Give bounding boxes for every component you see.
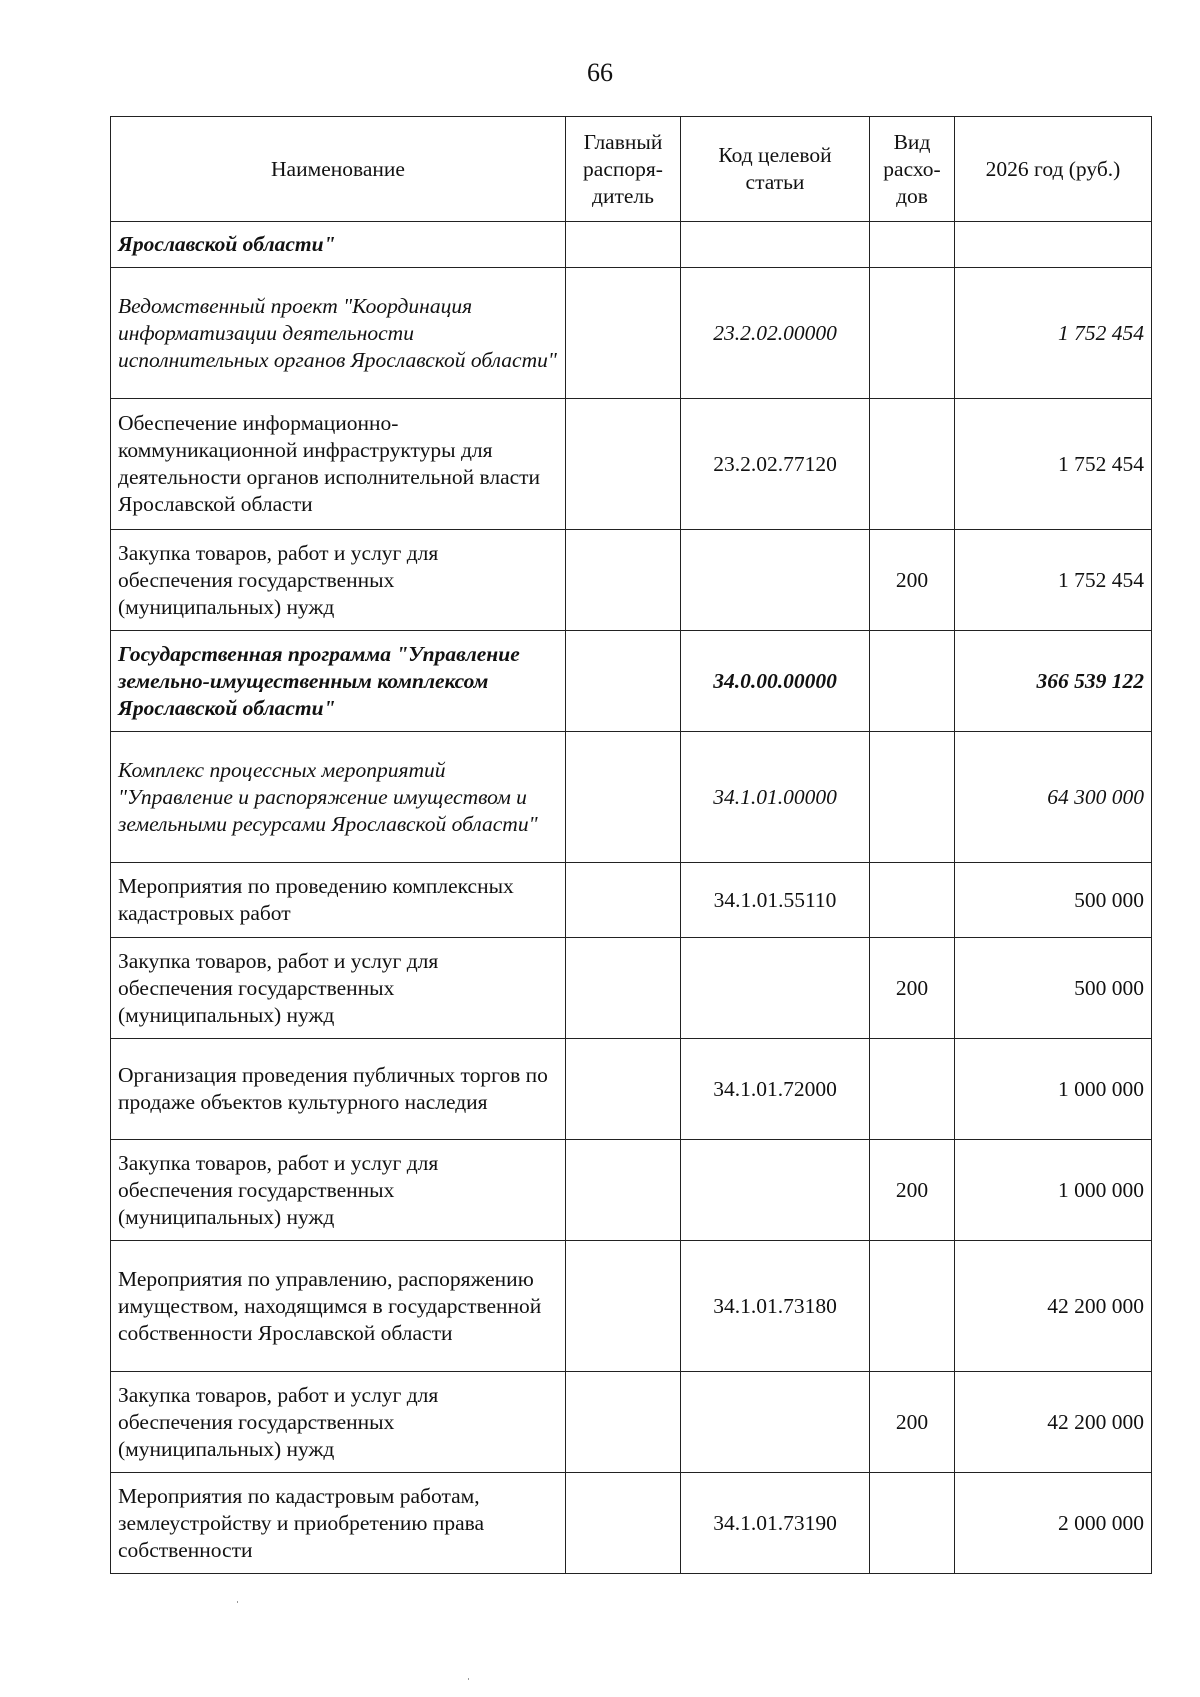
cell-expense-kind: [870, 631, 955, 732]
cell-target-code: [681, 1140, 870, 1241]
cell-main-manager: [566, 1140, 681, 1241]
table-row: [111, 1241, 1152, 1372]
cell-expense-kind: 200: [870, 938, 955, 1039]
cell-expense-kind: 200: [870, 1140, 955, 1241]
cell-target-code: [681, 938, 870, 1039]
cell-amount: 2 000 000: [955, 1473, 1152, 1574]
cell-main-manager: [566, 1473, 681, 1574]
cell-name: Закупка товаров, работ и услуг для обеспечения государственных (муниципальных) нужд: [111, 938, 566, 1039]
cell-expense-kind: [870, 399, 955, 530]
cell-main-manager: [566, 1372, 681, 1473]
cell-expense-kind: [870, 1473, 955, 1574]
cell-target-code: 34.1.01.73180: [681, 1241, 870, 1372]
cell-main-manager: [566, 530, 681, 631]
cell-amount: 1 752 454: [955, 268, 1152, 399]
table-row: [111, 268, 1152, 399]
cell-main-manager: [566, 732, 681, 863]
header-main-manager: Главный распоря-дитель: [566, 117, 681, 222]
cell-amount: 366 539 122: [955, 631, 1152, 732]
cell-expense-kind: [870, 863, 955, 938]
cell-target-code: [681, 1372, 870, 1473]
cell-name: Ярославской области": [111, 222, 566, 268]
header-name: Наименование: [111, 117, 566, 222]
cell-amount: 1 752 454: [955, 399, 1152, 530]
cell-main-manager: [566, 938, 681, 1039]
cell-target-code: 34.1.01.72000: [681, 1039, 870, 1140]
cell-target-code: 23.2.02.77120: [681, 399, 870, 530]
table-row: [111, 1039, 1152, 1140]
cell-amount: 42 200 000: [955, 1241, 1152, 1372]
header-target-code: Код целевой статьи: [681, 117, 870, 222]
cell-expense-kind: 200: [870, 1372, 955, 1473]
cell-target-code: 23.2.02.00000: [681, 268, 870, 399]
cell-amount: 1 000 000: [955, 1039, 1152, 1140]
cell-amount: 42 200 000: [955, 1372, 1152, 1473]
table-row: [111, 938, 1152, 1039]
table-row: [111, 222, 1152, 268]
cell-name: Комплекс процессных мероприятий "Управление и распоряжение имуществом и земельными ресурсами Ярославской области": [111, 732, 566, 863]
cell-name: Организация проведения публичных торгов по продаже объектов культурного наследия: [111, 1039, 566, 1140]
table-row: [111, 530, 1152, 631]
cell-expense-kind: [870, 268, 955, 399]
cell-name: Мероприятия по управлению, распоряжению имуществом, находящимся в государственной собственности Ярославской области: [111, 1241, 566, 1372]
cell-target-code: 34.1.01.00000: [681, 732, 870, 863]
cell-name: Закупка товаров, работ и услуг для обеспечения государственных (муниципальных) нужд: [111, 1140, 566, 1241]
cell-main-manager: [566, 631, 681, 732]
cell-main-manager: [566, 268, 681, 399]
cell-target-code: 34.0.00.00000: [681, 631, 870, 732]
table-row: [111, 399, 1152, 530]
table-header-row: [111, 117, 1152, 222]
table-row: [111, 1473, 1152, 1574]
table-body: [111, 222, 1152, 1574]
cell-amount: 500 000: [955, 863, 1152, 938]
cell-amount: 500 000: [955, 938, 1152, 1039]
cell-target-code: [681, 530, 870, 631]
cell-name: Закупка товаров, работ и услуг для обеспечения государственных (муниципальных) нужд: [111, 1372, 566, 1473]
header-amount-2026: 2026 год (руб.): [955, 117, 1152, 222]
cell-expense-kind: [870, 732, 955, 863]
budget-table: [110, 116, 1152, 1574]
cell-expense-kind: [870, 222, 955, 268]
cell-main-manager: [566, 1241, 681, 1372]
cell-name: Закупка товаров, работ и услуг для обеспечения государственных (муниципальных) нужд: [111, 530, 566, 631]
page-number: 66: [587, 58, 613, 87]
cell-name: Государственная программа "Управление земельно-имущественным комплексом Ярославской области": [111, 631, 566, 732]
cell-target-code: 34.1.01.73190: [681, 1473, 870, 1574]
cell-amount: 1 752 454: [955, 530, 1152, 631]
cell-target-code: [681, 222, 870, 268]
table-row: [111, 1140, 1152, 1241]
table-row: [111, 732, 1152, 863]
table-row: [111, 1372, 1152, 1473]
cell-expense-kind: [870, 1039, 955, 1140]
cell-name: Обеспечение информационно-коммуникационной инфраструктуры для деятельности органов исполнительной власти Ярославской области: [111, 399, 566, 530]
cell-amount: 64 300 000: [955, 732, 1152, 863]
scan-speck: [468, 1678, 469, 1680]
cell-name: Мероприятия по кадастровым работам, землеустройству и приобретению права собственности: [111, 1473, 566, 1574]
cell-expense-kind: [870, 1241, 955, 1372]
cell-expense-kind: 200: [870, 530, 955, 631]
table-row: [111, 631, 1152, 732]
cell-main-manager: [566, 222, 681, 268]
cell-amount: 1 000 000: [955, 1140, 1152, 1241]
cell-amount: [955, 222, 1152, 268]
cell-name: Мероприятия по проведению комплексных кадастровых работ: [111, 863, 566, 938]
cell-name: Ведомственный проект "Координация информатизации деятельности исполнительных органов Ярославской области": [111, 268, 566, 399]
cell-main-manager: [566, 1039, 681, 1140]
scan-speck: [237, 1601, 238, 1603]
cell-target-code: 34.1.01.55110: [681, 863, 870, 938]
header-expense-kind: Вид расхо-дов: [870, 117, 955, 222]
table-row: [111, 863, 1152, 938]
cell-main-manager: [566, 863, 681, 938]
cell-main-manager: [566, 399, 681, 530]
